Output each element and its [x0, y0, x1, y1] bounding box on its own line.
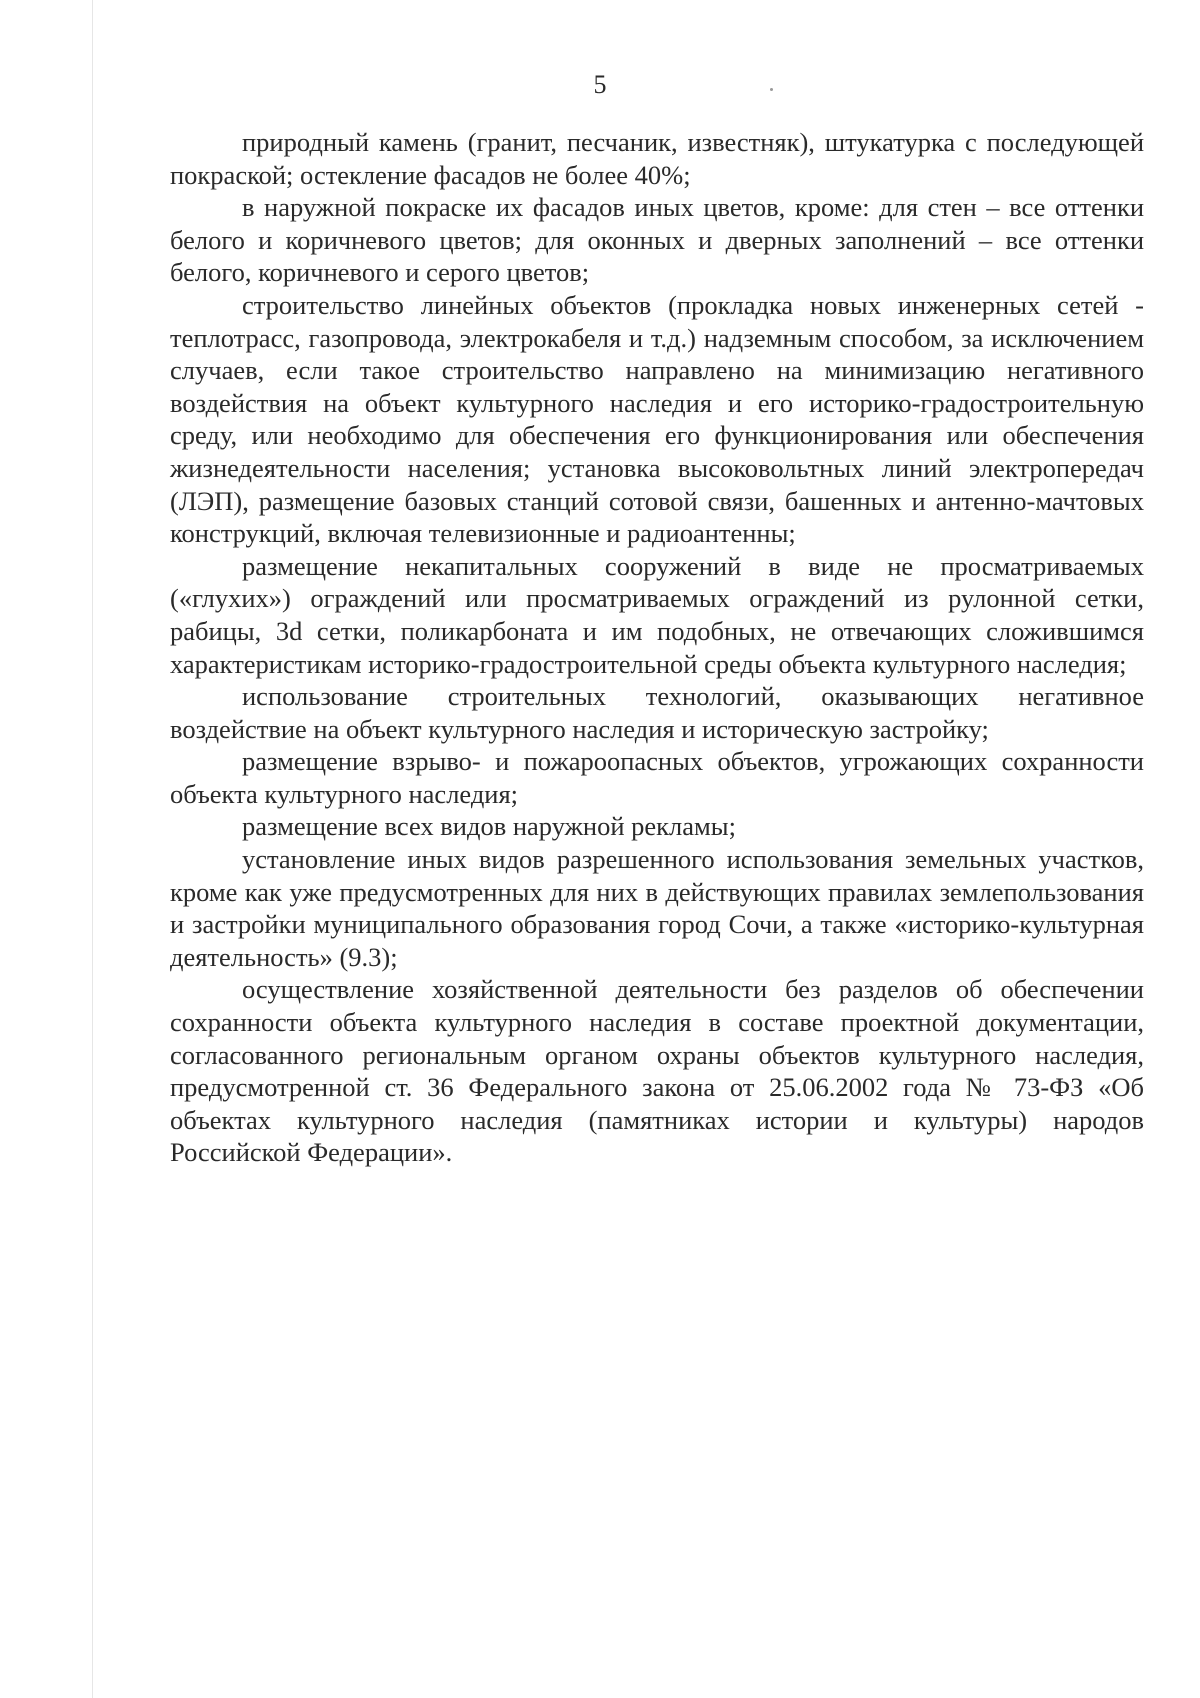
document-body	[170, 126, 1144, 1169]
paragraph-outdoor-advertising: размещение всех видов наружной рекламы;	[242, 811, 736, 842]
page-number: 5	[593, 70, 607, 99]
paragraph-fences: размещение некапитальных сооружений в виде не просматриваемых («глухих») ограждений или просматриваемых ограждений из рулонной сетки, рабицы, 3d сетки, поликарбоната и им подобных, не отвечающих сложившимся характеристикам историко-градостроительной среды объекта культурного наследия;	[170, 550, 1144, 679]
paragraph-economic-activity: осуществление хозяйственной деятельности без разделов об обеспечении сохранности объекта культурного наследия в составе проектной документации, согласованного региональным органом охраны объектов культурного наследия, предусмотренной ст. 36 Федерального закона от 25.06.2002 года № 73-ФЗ «Об объектах культурного наследия (памятниках истории и культуры) народов Российской Федерации».	[170, 974, 1144, 1168]
scan-artifact-dot	[770, 88, 773, 91]
paragraph-linear-objects: строительство линейных объектов (прокладка новых инженерных сетей - теплотрасс, газопровода, электрокабеля и т.д.) надземным способом, за исключением случаев, если такое строительство направлено на минимизацию негативного воздействия на объект культурного наследия и его историко-градостроительную среду, или необходимо для обеспечения его функционирования или обеспечения жизнедеятельности населения; установка высоковольтных линий электропередач (ЛЭП), размещение базовых станций сотовой связи, башенных и антенно-мачтовых конструкций, включая телевизионные и радиоантенны;	[170, 289, 1144, 549]
paragraph-natural-stone: природный камень (гранит, песчаник, известняк), штукатурка с последующей покраской; остекление фасадов не более 40%;	[170, 127, 1144, 190]
paragraph-facade-colors: в наружной покраске их фасадов иных цветов, кроме: для стен – все оттенки белого и коричневого цветов; для оконных и дверных заполнений – все оттенки белого, коричневого и серого цветов;	[170, 192, 1144, 288]
paragraph-construction-technologies: использование строительных технологий, оказывающих негативное воздействие на объект культурного наследия и историческую застройку;	[170, 681, 1144, 744]
paragraph-hazardous-objects: размещение взрыво- и пожароопасных объектов, угрожающих сохранности объекта культурного наследия;	[170, 746, 1144, 809]
scan-edge-line	[92, 0, 93, 1698]
paragraph-land-use: установление иных видов разрешенного использования земельных участков, кроме как уже предусмотренных для них в действующих правилах землепользования и застройки муниципального образования город Сочи, а также «историко-культурная деятельность» (9.3);	[170, 844, 1144, 972]
